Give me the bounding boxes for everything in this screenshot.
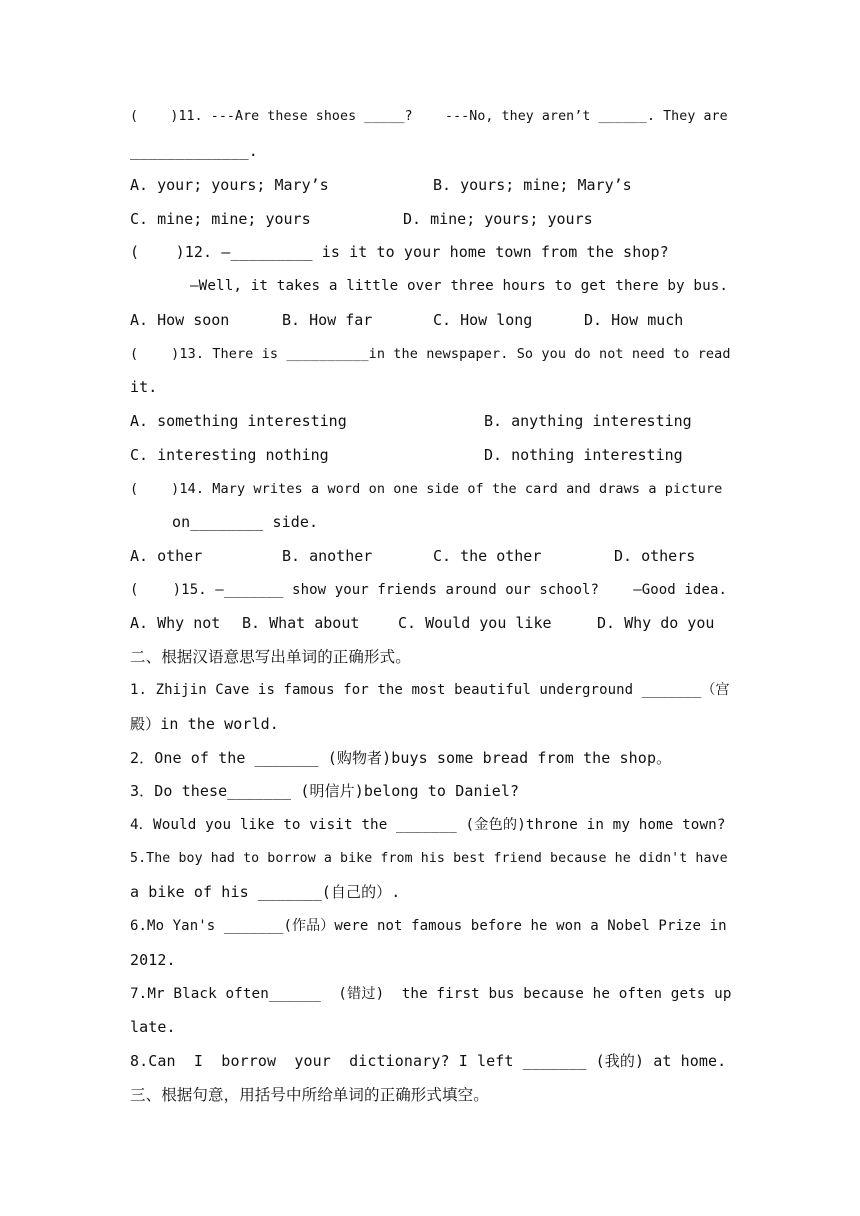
q11-option-d: D. mine; yours; yours bbox=[403, 210, 593, 228]
q14-option-c: C. the other bbox=[433, 547, 542, 565]
section-2-item-8: 8.Can I borrow your dictionary? I left _______ (我的) at home. bbox=[130, 1052, 727, 1070]
q14-option-d: D. others bbox=[614, 547, 696, 565]
section-2-item-7-continued: late. bbox=[130, 1018, 176, 1036]
q13-option-d: D. nothing interesting bbox=[484, 446, 683, 464]
q15-option-d: D. Why do you bbox=[597, 614, 715, 632]
q14-stem: ( )14. Mary writes a word on one side of the card and draws a picture bbox=[130, 481, 723, 497]
q15-option-b: B. What about bbox=[242, 614, 360, 632]
q13-option-a: A. something interesting bbox=[130, 412, 347, 430]
q12-dialog-reply: —Well, it takes a little over three hours to get there by bus. bbox=[190, 278, 729, 294]
q11-option-b: B. yours; mine; Mary’s bbox=[433, 176, 632, 194]
section-2-heading: 二、根据汉语意思写出单词的正确形式。 bbox=[130, 648, 411, 666]
q12-option-b: B. How far bbox=[282, 311, 373, 329]
section-3-heading: 三、根据句意，用括号中所给单词的正确形式填空。 bbox=[130, 1086, 489, 1104]
section-2-item-1-continued: 殿）in the world. bbox=[130, 715, 279, 733]
section-2-item-2: 2．One of the _______ (购物者)buys some bread from the shop。 bbox=[130, 749, 672, 767]
section-2-item-3: 3．Do these_______ (明信片)belong to Daniel? bbox=[130, 782, 520, 800]
q15-option-a: A. Why not bbox=[130, 614, 221, 632]
q12-stem: ( )12. —_________ is it to your home town from the shop? bbox=[130, 243, 669, 261]
q13-stem: ( )13. There is __________in the newspaper. So you do not need to read bbox=[130, 346, 731, 362]
q11-stem: ( )11. ---Are these shoes _____? ---No, they aren’t ______. They are bbox=[130, 109, 728, 124]
section-2-item-4: 4．Would you like to visit the _______ (金色的)throne in my home town? bbox=[130, 817, 726, 833]
q14-option-b: B. another bbox=[282, 547, 373, 565]
section-2-item-5: 5.The boy had to borrow a bike from his best friend because he didn't have bbox=[130, 851, 728, 866]
q11-stem-continued: _____________. bbox=[130, 142, 258, 160]
section-2-item-5-continued: a bike of his _______(自己的）. bbox=[130, 883, 401, 901]
q14-option-a: A. other bbox=[130, 547, 203, 565]
q12-option-c: C. How long bbox=[433, 311, 533, 329]
q14-stem-continued: on________ side. bbox=[172, 513, 319, 531]
q15-stem: ( )15. —_______ show your friends around our school? —Good idea. bbox=[130, 582, 728, 598]
q13-stem-continued: it. bbox=[130, 378, 158, 396]
q12-option-a: A. How soon bbox=[130, 311, 230, 329]
section-2-item-6-continued: 2012. bbox=[130, 951, 176, 969]
section-2-item-1: 1. Zhijin Cave is famous for the most beautiful underground _______（宫 bbox=[130, 682, 730, 698]
section-2-item-6: 6.Mo Yan's _______(作品）were not famous before he won a Nobel Prize in bbox=[130, 918, 727, 934]
q11-option-a: A. your; yours; Mary’s bbox=[130, 176, 329, 194]
q12-option-d: D. How much bbox=[584, 311, 684, 329]
q13-option-c: C. interesting nothing bbox=[130, 446, 329, 464]
q13-option-b: B. anything interesting bbox=[484, 412, 692, 430]
q15-option-c: C. Would you like bbox=[398, 614, 552, 632]
q11-option-c: C. mine; mine; yours bbox=[130, 210, 311, 228]
section-2-item-7: 7.Mr Black often______ (错过) the first bus because he often gets up bbox=[130, 986, 732, 1002]
